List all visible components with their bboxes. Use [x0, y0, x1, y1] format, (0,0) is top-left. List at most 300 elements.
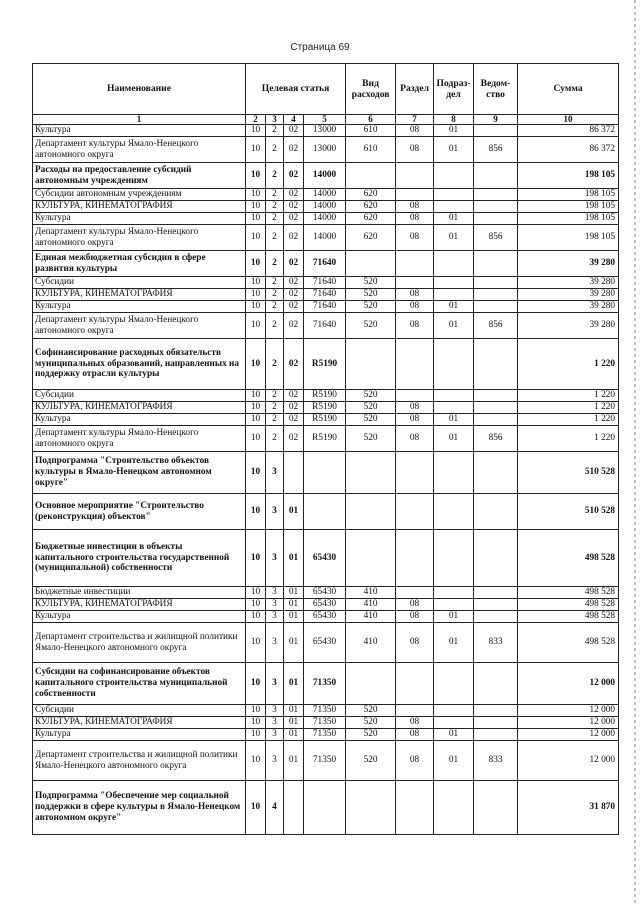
scan-edge [634, 0, 636, 905]
subsection-cell: 01 [434, 313, 474, 339]
target-code-cell: 65430 [304, 623, 346, 663]
target-c2-cell: 3 [266, 587, 284, 599]
target-c2-cell: 3 [266, 494, 284, 530]
expense-type-cell: 520 [346, 277, 396, 289]
department-cell [474, 289, 518, 301]
col-number: 3 [266, 115, 284, 125]
amount-cell: 39 280 [518, 289, 619, 301]
target-c3-cell: 01 [284, 663, 304, 705]
col-number: 2 [246, 115, 266, 125]
page-number-header: Страница 69 [290, 42, 350, 53]
target-code-cell: 14000 [304, 213, 346, 225]
expense-type-cell: 520 [346, 313, 396, 339]
table-row [33, 414, 619, 426]
col-number: 9 [474, 115, 518, 125]
row-name-cell: Субсидии автономным учреждениям [33, 189, 246, 201]
table-row [33, 225, 619, 251]
department-cell [474, 125, 518, 137]
target-c3-cell: 02 [284, 402, 304, 414]
section-cell: 08 [396, 289, 434, 301]
target-code-cell: 71350 [304, 663, 346, 705]
target-c2-cell: 2 [266, 189, 284, 201]
amount-cell: 12 000 [518, 741, 619, 781]
department-cell [474, 663, 518, 705]
subsection-cell: 01 [434, 301, 474, 313]
target-c1-cell: 10 [246, 402, 266, 414]
target-c3-cell: 02 [284, 125, 304, 137]
target-c3-cell: 01 [284, 611, 304, 623]
target-c1-cell: 10 [246, 277, 266, 289]
row-name-cell: Департамент культуры Ямало-Ненецкого автономного округа [33, 225, 246, 251]
row-name-cell: КУЛЬТУРА, КИНЕМАТОГРАФИЯ [33, 717, 246, 729]
expense-type-cell: 610 [346, 137, 396, 163]
table-row [33, 729, 619, 741]
table-row [33, 741, 619, 781]
target-code-cell: 14000 [304, 189, 346, 201]
section-cell [396, 251, 434, 277]
expense-type-cell [346, 494, 396, 530]
target-c1-cell: 10 [246, 494, 266, 530]
department-cell [474, 599, 518, 611]
target-c3-cell: 01 [284, 717, 304, 729]
row-name-cell: Департамент культуры Ямало-Ненецкого автономного округа [33, 426, 246, 452]
section-cell: 08 [396, 301, 434, 313]
target-c3-cell: 01 [284, 741, 304, 781]
subsection-cell: 01 [434, 729, 474, 741]
expense-type-cell: 520 [346, 402, 396, 414]
amount-cell: 498 528 [518, 530, 619, 587]
department-cell [474, 213, 518, 225]
target-c1-cell: 10 [246, 530, 266, 587]
target-c1-cell: 10 [246, 125, 266, 137]
target-c3-cell: 02 [284, 390, 304, 402]
amount-cell: 198 105 [518, 163, 619, 189]
section-cell: 08 [396, 225, 434, 251]
target-c2-cell: 3 [266, 599, 284, 611]
target-c1-cell: 10 [246, 390, 266, 402]
subsection-cell [434, 277, 474, 289]
department-cell [474, 277, 518, 289]
target-c2-cell: 2 [266, 277, 284, 289]
amount-cell: 39 280 [518, 277, 619, 289]
table-row [33, 251, 619, 277]
target-c3-cell: 02 [284, 189, 304, 201]
amount-cell: 1 220 [518, 339, 619, 390]
target-c2-cell: 3 [266, 705, 284, 717]
expense-type-cell: 610 [346, 125, 396, 137]
target-c2-cell: 2 [266, 125, 284, 137]
target-c1-cell: 10 [246, 717, 266, 729]
amount-cell: 498 528 [518, 611, 619, 623]
target-c2-cell: 3 [266, 663, 284, 705]
expense-type-cell: 620 [346, 189, 396, 201]
amount-cell: 498 528 [518, 599, 619, 611]
section-cell [396, 587, 434, 599]
department-cell: 856 [474, 137, 518, 163]
row-name-cell: Бюджетные инвестиции [33, 587, 246, 599]
subsection-cell: 01 [434, 426, 474, 452]
target-c2-cell: 3 [266, 741, 284, 781]
department-cell [474, 611, 518, 623]
target-c2-cell: 3 [266, 717, 284, 729]
target-c3-cell: 01 [284, 729, 304, 741]
section-cell [396, 163, 434, 189]
department-cell [474, 201, 518, 213]
amount-cell: 1 220 [518, 390, 619, 402]
target-code-cell: 65430 [304, 587, 346, 599]
budget-table [32, 63, 619, 835]
table-row [33, 201, 619, 213]
target-c2-cell: 2 [266, 251, 284, 277]
expense-type-cell: 620 [346, 201, 396, 213]
section-cell [396, 781, 434, 835]
expense-type-cell [346, 251, 396, 277]
expense-type-cell: 410 [346, 623, 396, 663]
col-section-header: Раздел [396, 64, 434, 115]
table-row [33, 494, 619, 530]
row-name-cell: Департамент культуры Ямало-Ненецкого автономного округа [33, 137, 246, 163]
row-name-cell: Департамент строительства и жилищной политики Ямало-Ненецкого автономного округа [33, 741, 246, 781]
target-code-cell: R5190 [304, 426, 346, 452]
subsection-cell [434, 717, 474, 729]
department-cell: 833 [474, 623, 518, 663]
row-name-cell: Подпрограмма "Обеспечение мер социальной поддержки в сфере культуры в Ямало-Ненецком автономном округе" [33, 781, 246, 835]
department-cell: 856 [474, 313, 518, 339]
expense-type-cell: 520 [346, 741, 396, 781]
subsection-cell: 01 [434, 623, 474, 663]
department-cell [474, 189, 518, 201]
table-row [33, 313, 619, 339]
expense-type-cell: 520 [346, 414, 396, 426]
row-name-cell: Культура [33, 611, 246, 623]
target-c1-cell: 10 [246, 163, 266, 189]
amount-cell: 86 372 [518, 125, 619, 137]
subsection-cell: 01 [434, 414, 474, 426]
target-c1-cell: 10 [246, 452, 266, 494]
row-name-cell: Основное мероприятие "Строительство (реконструкция) объектов" [33, 494, 246, 530]
department-cell [474, 781, 518, 835]
department-cell [474, 717, 518, 729]
target-code-cell: 71350 [304, 729, 346, 741]
section-cell [396, 277, 434, 289]
expense-type-cell: 520 [346, 301, 396, 313]
subsection-cell [434, 599, 474, 611]
department-cell [474, 530, 518, 587]
column-number-row [33, 115, 619, 125]
department-cell [474, 587, 518, 599]
target-c1-cell: 10 [246, 587, 266, 599]
target-c2-cell: 2 [266, 414, 284, 426]
table-row [33, 402, 619, 414]
section-cell: 08 [396, 402, 434, 414]
table-row [33, 125, 619, 137]
table-row [33, 213, 619, 225]
target-c2-cell: 2 [266, 313, 284, 339]
subsection-cell [434, 781, 474, 835]
expense-type-cell [346, 452, 396, 494]
table-row [33, 277, 619, 289]
row-name-cell: КУЛЬТУРА, КИНЕМАТОГРАФИЯ [33, 201, 246, 213]
amount-cell: 1 220 [518, 402, 619, 414]
amount-cell: 198 105 [518, 189, 619, 201]
target-code-cell: 71350 [304, 705, 346, 717]
table-row [33, 599, 619, 611]
row-name-cell: Субсидии на софинансирование объектов капитального строительства муниципальной собственности [33, 663, 246, 705]
target-c2-cell: 2 [266, 390, 284, 402]
target-c3-cell: 01 [284, 705, 304, 717]
section-cell [396, 189, 434, 201]
target-c1-cell: 10 [246, 289, 266, 301]
amount-cell: 86 372 [518, 137, 619, 163]
table-row [33, 611, 619, 623]
col-number: 1 [33, 115, 246, 125]
target-c3-cell: 02 [284, 339, 304, 390]
amount-cell: 198 105 [518, 201, 619, 213]
row-name-cell: Субсидии [33, 277, 246, 289]
target-code-cell: 71640 [304, 313, 346, 339]
section-cell [396, 663, 434, 705]
target-c1-cell: 10 [246, 414, 266, 426]
target-code-cell: 65430 [304, 599, 346, 611]
expense-type-cell [346, 339, 396, 390]
target-c2-cell: 2 [266, 402, 284, 414]
subsection-cell [434, 201, 474, 213]
row-name-cell: КУЛЬТУРА, КИНЕМАТОГРАФИЯ [33, 402, 246, 414]
target-c3-cell: 01 [284, 494, 304, 530]
department-cell [474, 414, 518, 426]
row-name-cell: Подпрограмма "Строительство объектов культуры в Ямало-Ненецком автономном округе" [33, 452, 246, 494]
section-cell [396, 494, 434, 530]
target-code-cell: 65430 [304, 530, 346, 587]
col-number: 5 [304, 115, 346, 125]
target-c1-cell: 10 [246, 189, 266, 201]
expense-type-cell: 520 [346, 705, 396, 717]
target-code-cell: 71350 [304, 717, 346, 729]
target-c1-cell: 10 [246, 663, 266, 705]
target-c3-cell: 02 [284, 313, 304, 339]
target-c3-cell: 02 [284, 251, 304, 277]
col-subsection-header: Подраз-дел [434, 64, 474, 115]
row-name-cell: Субсидии [33, 390, 246, 402]
section-cell: 08 [396, 611, 434, 623]
header-row [33, 64, 619, 115]
section-cell: 08 [396, 201, 434, 213]
col-number: 8 [434, 115, 474, 125]
table-row [33, 663, 619, 705]
table-row [33, 717, 619, 729]
target-c1-cell: 10 [246, 741, 266, 781]
target-c2-cell: 3 [266, 452, 284, 494]
amount-cell: 510 528 [518, 494, 619, 530]
target-c1-cell: 10 [246, 201, 266, 213]
amount-cell: 12 000 [518, 663, 619, 705]
subsection-cell [434, 339, 474, 390]
target-c2-cell: 2 [266, 339, 284, 390]
target-c1-cell: 10 [246, 705, 266, 717]
amount-cell: 498 528 [518, 623, 619, 663]
amount-cell: 498 528 [518, 587, 619, 599]
target-code-cell: 14000 [304, 225, 346, 251]
target-code-cell: R5190 [304, 339, 346, 390]
department-cell [474, 452, 518, 494]
target-c2-cell: 3 [266, 623, 284, 663]
expense-type-cell: 520 [346, 426, 396, 452]
section-cell: 08 [396, 213, 434, 225]
expense-type-cell: 620 [346, 213, 396, 225]
expense-type-cell [346, 530, 396, 587]
table-row [33, 289, 619, 301]
target-c1-cell: 10 [246, 301, 266, 313]
row-name-cell: Департамент строительства и жилищной политики Ямало-Ненецкого автономного округа [33, 623, 246, 663]
section-cell [396, 705, 434, 717]
target-c3-cell: 01 [284, 599, 304, 611]
table-row [33, 705, 619, 717]
expense-type-cell: 520 [346, 717, 396, 729]
department-cell [474, 251, 518, 277]
target-c2-cell: 3 [266, 611, 284, 623]
table-body [33, 125, 619, 835]
department-cell [474, 390, 518, 402]
subsection-cell: 01 [434, 213, 474, 225]
section-cell: 08 [396, 729, 434, 741]
target-c1-cell: 10 [246, 781, 266, 835]
row-name-cell: Культура [33, 125, 246, 137]
row-name-cell: Культура [33, 729, 246, 741]
target-c1-cell: 10 [246, 426, 266, 452]
col-name-header: Наименование [33, 64, 246, 115]
subsection-cell: 01 [434, 225, 474, 251]
target-c3-cell: 02 [284, 213, 304, 225]
target-code-cell [304, 781, 346, 835]
table-row [33, 781, 619, 835]
target-c2-cell: 2 [266, 163, 284, 189]
col-department-header: Ведом-ство [474, 64, 518, 115]
section-cell [396, 452, 434, 494]
expense-type-cell: 410 [346, 587, 396, 599]
amount-cell: 39 280 [518, 251, 619, 277]
department-cell [474, 494, 518, 530]
target-code-cell: 71350 [304, 741, 346, 781]
department-cell [474, 402, 518, 414]
section-cell: 08 [396, 313, 434, 339]
section-cell: 08 [396, 623, 434, 663]
target-c1-cell: 10 [246, 213, 266, 225]
table-row [33, 189, 619, 201]
target-code-cell: R5190 [304, 414, 346, 426]
target-code-cell: R5190 [304, 402, 346, 414]
target-c2-cell: 2 [266, 426, 284, 452]
subsection-cell [434, 402, 474, 414]
target-c2-cell: 2 [266, 137, 284, 163]
target-c3-cell: 02 [284, 225, 304, 251]
target-c1-cell: 10 [246, 313, 266, 339]
table-row [33, 390, 619, 402]
table-row [33, 339, 619, 390]
row-name-cell: КУЛЬТУРА, КИНЕМАТОГРАФИЯ [33, 289, 246, 301]
col-target-article-header: Целевая статья [246, 64, 346, 115]
row-name-cell: Департамент культуры Ямало-Ненецкого автономного округа [33, 313, 246, 339]
target-c3-cell: 02 [284, 414, 304, 426]
amount-cell: 39 280 [518, 313, 619, 339]
subsection-cell [434, 494, 474, 530]
row-name-cell: Культура [33, 414, 246, 426]
section-cell: 08 [396, 125, 434, 137]
row-name-cell: Культура [33, 301, 246, 313]
row-name-cell: Бюджетные инвестиции в объекты капитального строительства государственной (муниципальной) собственности [33, 530, 246, 587]
section-cell [396, 390, 434, 402]
subsection-cell: 01 [434, 741, 474, 781]
expense-type-cell: 620 [346, 225, 396, 251]
target-code-cell [304, 494, 346, 530]
target-c1-cell: 10 [246, 251, 266, 277]
row-name-cell: Софинансирование расходных обязательств муниципальных образований, направленных на поддержку отрасли культуры [33, 339, 246, 390]
target-c2-cell: 2 [266, 225, 284, 251]
target-c3-cell: 02 [284, 289, 304, 301]
target-c2-cell: 4 [266, 781, 284, 835]
target-c2-cell: 2 [266, 201, 284, 213]
target-c1-cell: 10 [246, 225, 266, 251]
subsection-cell: 01 [434, 125, 474, 137]
target-c3-cell: 02 [284, 163, 304, 189]
target-c1-cell: 10 [246, 599, 266, 611]
expense-type-cell [346, 781, 396, 835]
subsection-cell: 01 [434, 137, 474, 163]
col-number: 7 [396, 115, 434, 125]
target-c1-cell: 10 [246, 137, 266, 163]
target-c1-cell: 10 [246, 339, 266, 390]
target-c1-cell: 10 [246, 611, 266, 623]
amount-cell: 39 280 [518, 301, 619, 313]
department-cell: 833 [474, 741, 518, 781]
amount-cell: 1 220 [518, 426, 619, 452]
target-c3-cell: 01 [284, 530, 304, 587]
department-cell [474, 301, 518, 313]
expense-type-cell: 410 [346, 599, 396, 611]
section-cell: 08 [396, 137, 434, 163]
amount-cell: 198 105 [518, 225, 619, 251]
amount-cell: 510 528 [518, 452, 619, 494]
subsection-cell [434, 251, 474, 277]
department-cell [474, 705, 518, 717]
amount-cell: 31 870 [518, 781, 619, 835]
amount-cell: 1 220 [518, 414, 619, 426]
target-code-cell [304, 452, 346, 494]
expense-type-cell: 410 [346, 611, 396, 623]
subsection-cell [434, 663, 474, 705]
target-c3-cell: 02 [284, 201, 304, 213]
target-code-cell: 71640 [304, 277, 346, 289]
expense-type-cell: 520 [346, 289, 396, 301]
table-row [33, 587, 619, 599]
subsection-cell [434, 163, 474, 189]
section-cell [396, 530, 434, 587]
expense-type-cell [346, 663, 396, 705]
table-row [33, 163, 619, 189]
amount-cell: 12 000 [518, 705, 619, 717]
department-cell [474, 163, 518, 189]
row-name-cell: Культура [33, 213, 246, 225]
target-code-cell: R5190 [304, 390, 346, 402]
section-cell [396, 339, 434, 390]
target-code-cell: 71640 [304, 289, 346, 301]
row-name-cell: Расходы на предоставление субсидий автономным учреждениям [33, 163, 246, 189]
target-c3-cell: 02 [284, 277, 304, 289]
target-code-cell: 14000 [304, 163, 346, 189]
subsection-cell [434, 705, 474, 717]
subsection-cell [434, 530, 474, 587]
subsection-cell [434, 189, 474, 201]
target-c2-cell: 2 [266, 289, 284, 301]
